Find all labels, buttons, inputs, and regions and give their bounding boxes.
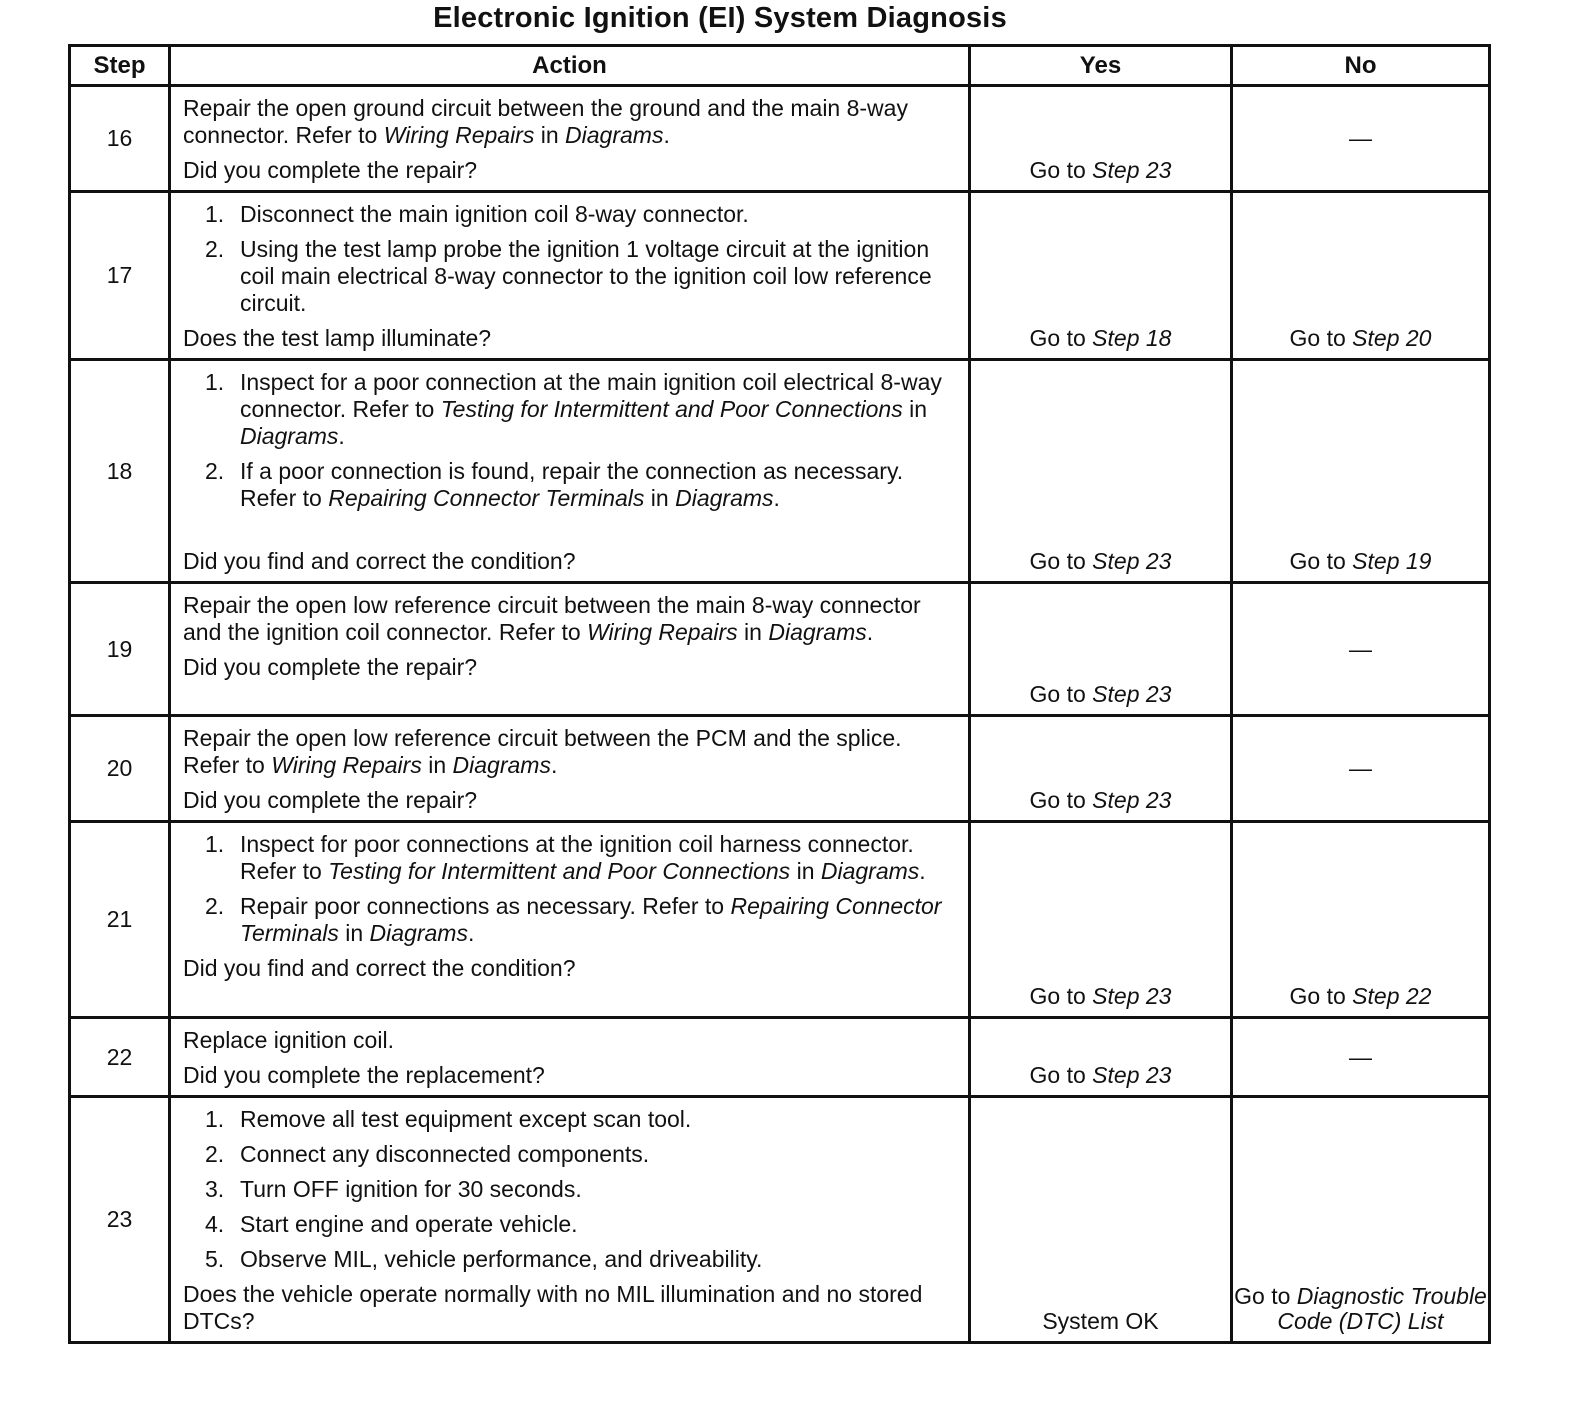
list-item-text: Repair poor connections as necessary. Refer to	[240, 893, 731, 919]
table-row	[70, 360, 1490, 583]
action-text: .	[663, 122, 670, 148]
header-row	[70, 46, 1490, 86]
list-item-text: Using the test lamp probe the ignition 1 voltage circuit at the ignition coil main electrical 8-way connector to the ignition coil low reference circuit.	[240, 236, 932, 316]
header-action: Action	[170, 46, 970, 86]
yes-text: Go to	[1029, 325, 1093, 351]
no-italic-ref: Step 19	[1352, 548, 1432, 574]
header-no: No	[1232, 46, 1490, 86]
no-text: Go to	[1289, 983, 1353, 1009]
no-cell	[1232, 360, 1490, 583]
list-item-text: in	[644, 485, 676, 511]
action-text: in	[534, 122, 566, 148]
yes-text: Go to	[1029, 548, 1093, 574]
header-yes: Yes	[970, 46, 1232, 86]
action-text: .	[550, 752, 558, 778]
yes-text: System OK	[1042, 1308, 1159, 1334]
table-row	[70, 1097, 1490, 1343]
yes-italic-ref: Step 23	[1092, 548, 1172, 574]
action-text: Repair the open low reference circuit between the main 8-way connector and the ignition coil connector. Refer to	[183, 592, 921, 645]
action-cell	[170, 1018, 970, 1097]
no-text: Go to	[1234, 1283, 1297, 1309]
list-item-italic-ref: Repairing Connector Terminals	[240, 893, 942, 946]
no-cell	[1232, 192, 1490, 360]
table-row	[70, 1018, 1490, 1097]
action-list-item	[183, 893, 958, 947]
no-cell: —	[1232, 716, 1490, 822]
step-number: 16	[70, 86, 170, 192]
list-item-italic-ref: Repairing Connector Terminals	[328, 485, 645, 511]
action-cell	[170, 1097, 970, 1343]
list-item-text: Inspect for a poor connection at the main ignition coil electrical 8-way connector. Refer to	[240, 369, 942, 422]
yes-italic-ref: Step 23	[1092, 157, 1172, 183]
list-item-italic-ref: Diagrams	[675, 485, 774, 511]
step-number: 23	[70, 1097, 170, 1343]
list-item-text: Turn OFF ignition for 30 seconds.	[240, 1176, 582, 1202]
yes-text: Go to	[1029, 983, 1093, 1009]
action-list	[183, 369, 958, 512]
list-item-text: in	[338, 920, 370, 946]
list-item-number: 1.	[205, 831, 225, 857]
list-item-text: Inspect for poor connections at the ignition coil harness connector. Refer to	[240, 831, 914, 884]
table-row	[70, 822, 1490, 1018]
spacer	[183, 520, 958, 548]
action-list-item	[183, 1176, 958, 1203]
action-instruction	[183, 592, 958, 646]
header-step: Step	[70, 46, 170, 86]
list-item-italic-ref: Diagrams	[820, 858, 920, 884]
list-item-number: 2.	[205, 236, 225, 262]
no-text: Go to	[1289, 325, 1353, 351]
no-italic-ref: Step 22	[1352, 983, 1432, 1009]
yes-text: Go to	[1029, 157, 1093, 183]
action-list-item	[183, 831, 958, 885]
action-cell	[170, 583, 970, 716]
action-cell	[170, 716, 970, 822]
no-cell: —	[1232, 583, 1490, 716]
yes-cell	[970, 360, 1232, 583]
action-italic-ref: Diagrams	[768, 619, 867, 645]
list-item-text: Connect any disconnected components.	[240, 1141, 650, 1167]
action-instruction	[183, 725, 958, 779]
list-item-number: 2.	[205, 893, 225, 919]
page-title: Electronic Ignition (EI) System Diagnosis	[433, 2, 1007, 34]
action-text: .	[866, 619, 874, 645]
list-item-italic-ref: Diagrams	[240, 423, 339, 449]
yes-italic-ref: Step 18	[1092, 325, 1172, 351]
action-list-item	[183, 1106, 958, 1133]
list-item-italic-ref: Diagrams	[369, 920, 468, 946]
list-item-text: in	[790, 858, 821, 884]
yes-cell	[970, 583, 1232, 716]
step-number: 20	[70, 716, 170, 822]
table-row	[70, 86, 1490, 192]
list-item-number: 1.	[205, 201, 225, 227]
action-italic-ref: Wiring Repairs	[383, 122, 535, 148]
action-text: Repair the open ground circuit between the ground and the main 8-way connector. Refer to	[183, 95, 908, 148]
yes-cell	[970, 86, 1232, 192]
action-question: Did you find and correct the condition?	[183, 548, 576, 574]
no-italic-ref: Diagnostic Trouble Code (DTC) List	[1277, 1283, 1487, 1334]
list-item-text: .	[467, 920, 475, 946]
action-list-item	[183, 1211, 958, 1238]
no-cell	[1232, 822, 1490, 1018]
action-italic-ref: Diagrams	[452, 752, 551, 778]
action-list	[183, 1106, 958, 1273]
action-cell	[170, 360, 970, 583]
yes-cell	[970, 1018, 1232, 1097]
yes-cell	[970, 822, 1232, 1018]
action-cell	[170, 86, 970, 192]
list-item-text: Observe MIL, vehicle performance, and driveability.	[240, 1246, 763, 1272]
list-item-italic-ref: Testing for Intermittent and Poor Connections	[440, 396, 903, 422]
action-italic-ref: Wiring Repairs	[587, 619, 738, 645]
action-text: in	[421, 752, 453, 778]
action-list	[183, 201, 958, 317]
table-row	[70, 583, 1490, 716]
no-cell	[1232, 1097, 1490, 1343]
action-question: Does the test lamp illuminate?	[183, 325, 492, 351]
yes-italic-ref: Step 23	[1092, 681, 1172, 707]
step-number: 17	[70, 192, 170, 360]
yes-text: Go to	[1029, 1062, 1093, 1088]
yes-italic-ref: Step 23	[1092, 983, 1172, 1009]
action-list-item	[183, 201, 958, 228]
no-cell: —	[1232, 86, 1490, 192]
action-instruction	[183, 1027, 958, 1054]
action-list-item	[183, 236, 958, 317]
action-question: Does the vehicle operate normally with no MIL illumination and no stored DTCs?	[183, 1281, 923, 1334]
list-item-text: .	[773, 485, 780, 511]
list-item-text: .	[919, 858, 926, 884]
yes-cell	[970, 716, 1232, 822]
list-item-text: If a poor connection is found, repair the connection as necessary. Refer to	[240, 458, 904, 511]
no-italic-ref: Step 20	[1352, 325, 1432, 351]
list-item-text: Start engine and operate vehicle.	[240, 1211, 578, 1237]
yes-text: Go to	[1029, 787, 1093, 813]
yes-italic-ref: Step 23	[1092, 1062, 1172, 1088]
action-instruction	[183, 95, 958, 149]
action-cell	[170, 822, 970, 1018]
action-list	[183, 831, 958, 947]
action-list-item	[183, 1141, 958, 1168]
list-item-number: 2.	[205, 458, 225, 484]
yes-italic-ref: Step 23	[1092, 787, 1172, 813]
list-item-text: in	[902, 396, 927, 422]
action-list-item	[183, 1246, 958, 1273]
list-item-italic-ref: Testing for Intermittent and Poor Connections	[328, 858, 791, 884]
action-italic-ref: Diagrams	[565, 122, 664, 148]
list-item-number: 1.	[205, 369, 225, 395]
table-body	[70, 86, 1490, 1343]
step-number: 18	[70, 360, 170, 583]
action-text: in	[737, 619, 769, 645]
action-question: Did you complete the repair?	[183, 157, 478, 183]
list-item-number: 5.	[205, 1246, 225, 1272]
action-italic-ref: Wiring Repairs	[271, 752, 422, 778]
action-question: Did you complete the repair?	[183, 654, 478, 680]
list-item-text: Remove all test equipment except scan tool.	[240, 1106, 692, 1132]
no-text: Go to	[1289, 548, 1353, 574]
list-item-text: .	[338, 423, 345, 449]
list-item-number: 1.	[205, 1106, 225, 1132]
list-item-number: 2.	[205, 1141, 225, 1167]
action-cell	[170, 192, 970, 360]
diagnosis-table	[68, 44, 1491, 1344]
action-text: Replace ignition coil.	[183, 1027, 394, 1053]
no-cell: —	[1232, 1018, 1490, 1097]
list-item-text: Disconnect the main ignition coil 8-way connector.	[240, 201, 749, 227]
list-item-number: 3.	[205, 1176, 225, 1202]
action-list-item	[183, 369, 958, 450]
action-question: Did you complete the replacement?	[183, 1062, 545, 1088]
table-row	[70, 192, 1490, 360]
step-number: 21	[70, 822, 170, 1018]
yes-cell	[970, 192, 1232, 360]
step-number: 19	[70, 583, 170, 716]
step-number: 22	[70, 1018, 170, 1097]
action-list-item	[183, 458, 958, 512]
action-question: Did you complete the repair?	[183, 787, 478, 813]
table-row	[70, 716, 1490, 822]
yes-cell	[970, 1097, 1232, 1343]
list-item-number: 4.	[205, 1211, 225, 1237]
action-question: Did you find and correct the condition?	[183, 955, 576, 981]
action-text: Repair the open low reference circuit between the PCM and the splice. Refer to	[183, 725, 902, 778]
yes-text: Go to	[1029, 681, 1093, 707]
